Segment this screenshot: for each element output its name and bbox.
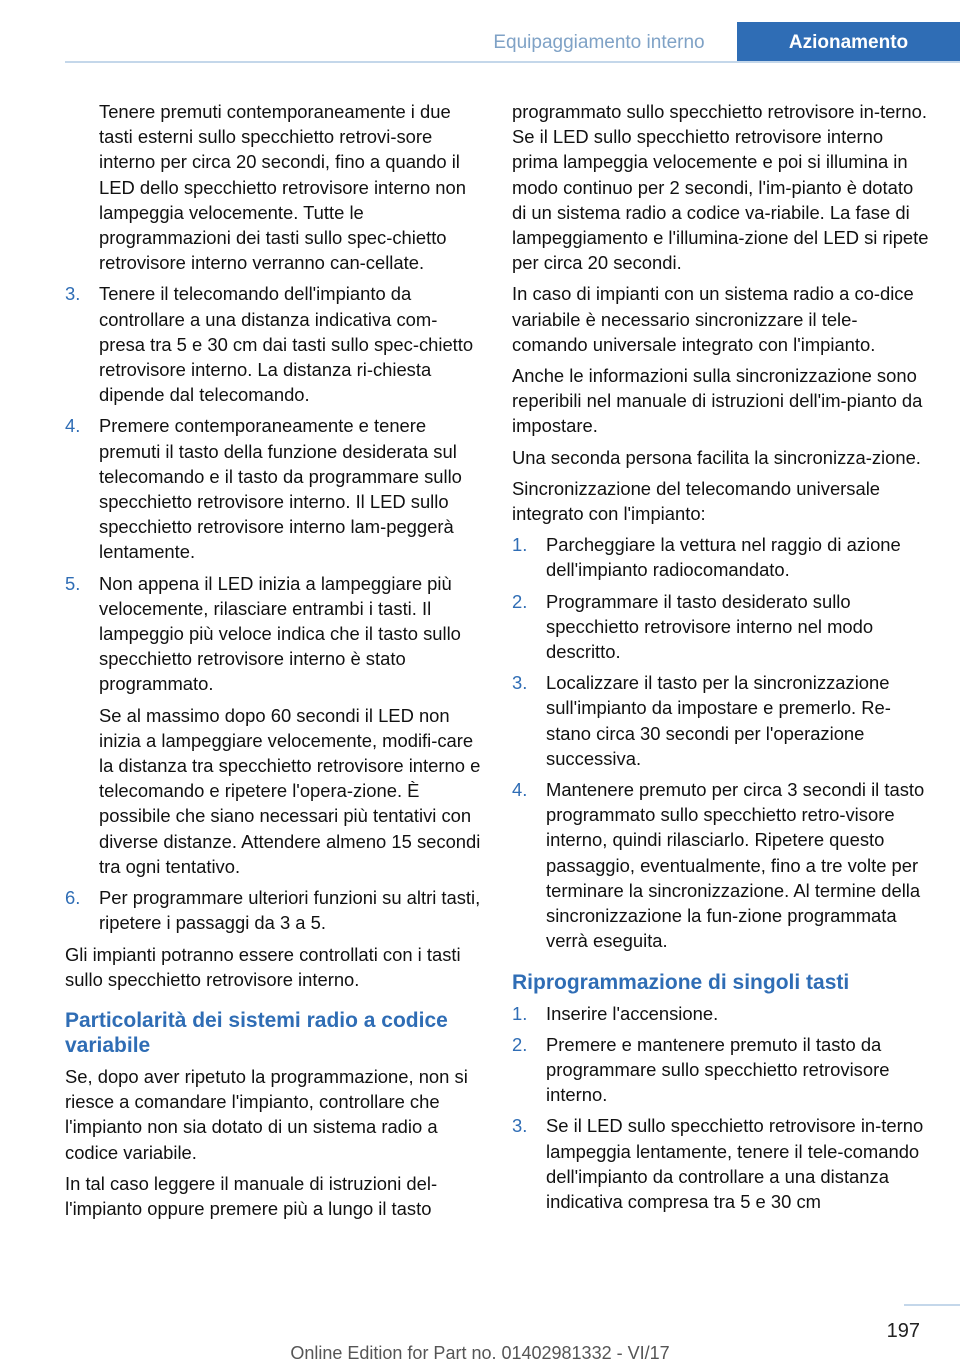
- section-heading: Particolarità dei sistemi radio a codice variabile: [65, 1008, 448, 1057]
- header-rule: [65, 61, 960, 63]
- list-item: [65, 885, 483, 935]
- step-number: 2.: [512, 1033, 528, 1055]
- body-paragraph: Sincronizzazione del telecomando universale integrato con l'impianto:: [512, 477, 881, 525]
- list-item: [65, 571, 483, 879]
- list-item: [65, 413, 483, 564]
- step-text: Non appena il LED inizia a lampeggiare più velocemente, rilasciare entrambi i tasti. Il lampeggio più veloce indica che il tasto sullo specchietto retrovisore interno è stato programmato.: [99, 572, 461, 695]
- header-section-tab[interactable]: Equipaggiamento interno: [493, 32, 705, 53]
- section-heading: Riprogrammazione di singoli tasti: [512, 970, 850, 994]
- step-number: 3.: [512, 1115, 528, 1137]
- step-text: Programmare il tasto desiderato sullo specchietto retrovisore interno nel modo descritto.: [546, 590, 874, 663]
- step-number: 1.: [512, 534, 528, 556]
- step-number: 2.: [512, 590, 528, 612]
- footer-rule: [904, 1304, 960, 1306]
- step-text: Parcheggiare la vettura nel raggio di azione dell'impianto radiocomandato.: [546, 534, 901, 581]
- step-text: Mantenere premuto per circa 3 secondi il tasto programmato sullo specchietto retro-visore interno, quindi rilasciarlo. Ripetere questo passaggio, eventualmente, fino a tre volte per terminare la sincronizzazione. Al termine della sincronizzazione la fun-zione programmata verrà eseguita.: [546, 779, 925, 952]
- edition-footer: Online Edition for Part no. 01402981332 - VI/17: [290, 1343, 670, 1363]
- step-number: 3.: [65, 283, 81, 305]
- intro-paragraph: Tenere premuti contemporaneamente i due tasti esterni sullo specchietto retrovi-sore interno per circa 20 secondi, fino a quando il LED dello specchietto retrovisore interno non lampeggia velocemente. Tutte le programmazioni dei tasti sullo spec-chietto retrovisore interno verranno can-cellate.: [99, 101, 466, 274]
- list-item: [65, 281, 483, 407]
- step-number: 4.: [512, 779, 528, 801]
- step-number: 3.: [512, 672, 528, 694]
- step-number: 6.: [65, 887, 81, 909]
- left-column: [65, 99, 483, 1227]
- body-paragraph: Anche le informazioni sulla sincronizzazione sono reperibili nel manuale di istruzioni dell'im-pianto da impostare.: [512, 365, 923, 437]
- list-item: [512, 1032, 932, 1108]
- step-text: Tenere il telecomando dell'impianto da controllare a una distanza indicativa com-presa tra 5 e 30 cm dai tasti sullo spec-chietto retrovisore interno. La distanza ri-chiesta dipende dal telecomando.: [99, 283, 474, 406]
- page-number: 197: [886, 1320, 920, 1342]
- body-paragraph: In tal caso leggere il manuale di istruzioni del-l'impianto oppure premere più a lungo il tasto: [65, 1172, 438, 1219]
- body-paragraph: Se, dopo aver ripetuto la programmazione, non si riesce a comandare l'impianto, controllare che l'impianto non sia dotato di un sistema radio a codice variabile.: [65, 1065, 468, 1163]
- step-text: Localizzare il tasto per la sincronizzazione sull'impianto da impostare e premerlo. Re-stano circa 30 secondi per l'operazione successiva.: [546, 672, 891, 769]
- step-text: Se il LED sullo specchietto retrovisore in-terno lampeggia lentamente, tenere il tele-comando dell'impianto da controllare a una distanza indicativa compresa tra 5 e 30 cm: [546, 1115, 924, 1212]
- step-text: Premere contemporaneamente e tenere premuti il tasto della funzione desiderata sul telecomando e il tasto da programmare sullo specchietto retrovisore interno. Il LED sullo specchietto retrovisore interno lam-peggerà lentamente.: [99, 415, 462, 563]
- step-number: 1.: [512, 1002, 528, 1024]
- body-paragraph: programmato sullo specchietto retrovisore in-terno. Se il LED sullo specchietto retrovisore interno prima lampeggia velocemente e poi si illumina in modo continuo per 2 secondi, l'im-pianto è dotato di un sistema radio a codice va-riabile. La fase di lampeggiamento e l'illumina-zione del LED si ripete per circa 20 secondi.: [512, 101, 929, 274]
- list-item: [512, 777, 932, 953]
- step-text: Per programmare ulteriori funzioni su altri tasti, ripetere i passaggi da 3 a 5.: [99, 887, 481, 934]
- list-item: [512, 1113, 932, 1214]
- closing-paragraph: Gli impianti potranno essere controllati con i tasti sullo specchietto retrovisore interno.: [65, 943, 461, 990]
- right-column: [512, 99, 932, 1220]
- body-paragraph: Una seconda persona facilita la sincronizza-zione.: [512, 446, 921, 468]
- step-number: 5.: [65, 572, 81, 594]
- header-chapter-tab[interactable]: Azionamento: [737, 22, 960, 63]
- list-item: [512, 532, 932, 582]
- step-text: Inserire l'accensione.: [546, 1002, 719, 1024]
- list-item: [512, 589, 932, 665]
- step-text-continued: Se al massimo dopo 60 secondi il LED non inizia a lampeggiare velocemente, modifi-care la distanza tra specchietto retrovisore interno e telecomando e ripetere l'opera-zione. È possibile che siano necessari più tentativi con diverse distanze. Attendere almeno 15 secondi tra ogni tentativo.: [99, 704, 481, 877]
- step-number: 4.: [65, 415, 81, 437]
- list-item: [512, 1001, 932, 1026]
- list-item: [512, 670, 932, 771]
- body-paragraph: In caso di impianti con un sistema radio a co-dice variabile è necessario sincronizzare il tele-comando universale integrato con l'impianto.: [512, 283, 914, 355]
- step-text: Premere e mantenere premuto il tasto da programmare sullo specchietto retrovisore interno.: [546, 1033, 890, 1106]
